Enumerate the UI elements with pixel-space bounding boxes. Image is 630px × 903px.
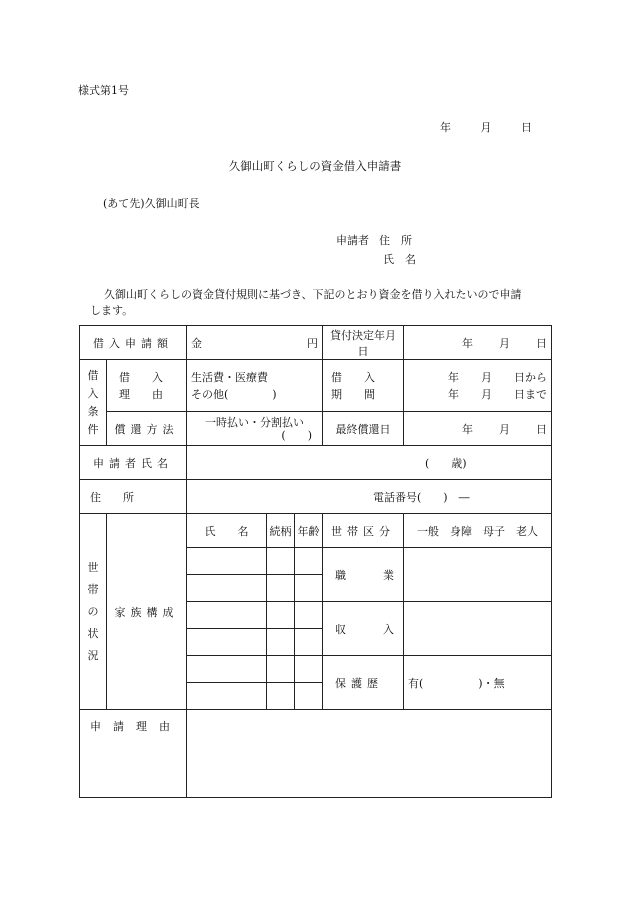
form-number: 様式第1号 bbox=[78, 84, 129, 97]
family-name-cell[interactable] bbox=[187, 656, 267, 683]
repay-method-options[interactable] bbox=[187, 412, 323, 446]
hh-char-5: 況 bbox=[87, 648, 99, 662]
repay-method-paren: ( ) bbox=[281, 428, 313, 442]
yen-label: 円 bbox=[307, 336, 319, 350]
ymd-month: 月 bbox=[499, 336, 511, 350]
cond-char-2: 入 bbox=[87, 386, 99, 400]
family-age-cell[interactable] bbox=[295, 548, 323, 575]
address-field[interactable] bbox=[187, 480, 552, 514]
family-relation-cell[interactable] bbox=[267, 548, 295, 575]
date-month: 月 bbox=[480, 121, 492, 134]
col-age: 年齢 bbox=[295, 514, 323, 548]
hh-char-4: 状 bbox=[87, 626, 99, 640]
submission-date bbox=[440, 119, 532, 135]
body-line-1: 久御山町くらしの資金貸付規則に基づき、下記のとおり資金を借り入れたいので申請 bbox=[104, 288, 522, 301]
cond-char-4: 件 bbox=[87, 422, 99, 436]
welfare-history-label: 保護歴 bbox=[323, 656, 404, 710]
family-name-cell[interactable] bbox=[187, 683, 267, 710]
applicant-name-field[interactable] bbox=[187, 446, 552, 480]
family-age-cell[interactable] bbox=[295, 575, 323, 602]
hh-char-2: 帯 bbox=[87, 582, 99, 596]
application-reason-field[interactable] bbox=[187, 710, 552, 798]
income-label: 収 入 bbox=[323, 602, 404, 656]
date-day: 日 bbox=[521, 121, 532, 134]
address-label-text: 住 所 bbox=[90, 490, 134, 504]
body-line-2: します。 bbox=[90, 304, 134, 317]
application-reason-label: 申請理由 bbox=[80, 710, 187, 798]
family-structure-label: 家族構成 bbox=[107, 514, 187, 710]
final-year: 年 bbox=[462, 422, 474, 436]
cond-char-3: 条 bbox=[87, 404, 99, 418]
body-text bbox=[90, 287, 560, 319]
application-reason-row bbox=[80, 710, 552, 798]
loan-reason-label-b: 理 由 bbox=[119, 387, 163, 401]
period-from: 年 月 日から bbox=[448, 370, 548, 384]
reason-option-living-medical: 生活費・医療費 bbox=[191, 370, 268, 384]
document-title: 久御山町くらしの資金借入申請書 bbox=[228, 159, 402, 173]
repay-method-label: 償還方法 bbox=[107, 412, 187, 446]
repayment-row bbox=[80, 412, 552, 446]
hh-char-3: の bbox=[87, 604, 99, 618]
family-name-cell[interactable] bbox=[187, 602, 267, 629]
applicant-name-row bbox=[80, 446, 552, 480]
final-repay-label: 最終償還日 bbox=[323, 412, 404, 446]
col-name: 氏 名 bbox=[187, 514, 267, 548]
loan-amount-row bbox=[80, 326, 552, 360]
household-header-row bbox=[80, 514, 552, 548]
col-relation: 続柄 bbox=[267, 514, 295, 548]
addressee: (あて先)久御山町長 bbox=[103, 197, 200, 210]
applicant-name-row-label: 申請者氏名 bbox=[80, 446, 187, 480]
loan-period-label-a: 借 入 bbox=[331, 370, 376, 384]
repay-method-option: 一時払い・分割払い bbox=[205, 415, 304, 429]
loan-reason-row bbox=[80, 360, 552, 412]
applicant-address-line bbox=[336, 232, 412, 248]
loan-period-label bbox=[323, 360, 404, 412]
family-relation-cell[interactable] bbox=[267, 656, 295, 683]
age-field: ( 歳) bbox=[425, 456, 467, 470]
kin-label: 金 bbox=[191, 336, 202, 350]
final-month: 月 bbox=[499, 422, 511, 436]
household-label bbox=[80, 514, 107, 710]
applicant-name-label: 氏 名 bbox=[383, 253, 416, 266]
loan-period-label-b: 期 間 bbox=[331, 387, 376, 401]
final-day: 日 bbox=[536, 422, 548, 436]
applicant-label: 申請者 bbox=[336, 234, 369, 247]
loan-reason-label-a: 借 入 bbox=[119, 370, 163, 384]
family-name-cell[interactable] bbox=[187, 548, 267, 575]
decision-date-label: 貸付決定年月日 bbox=[323, 326, 404, 360]
family-age-cell[interactable] bbox=[295, 629, 323, 656]
cond-char-1: 借 bbox=[87, 368, 99, 382]
income-field[interactable] bbox=[404, 602, 552, 656]
loan-period-field[interactable] bbox=[404, 360, 552, 412]
family-name-cell[interactable] bbox=[187, 575, 267, 602]
hh-char-1: 世 bbox=[87, 560, 99, 574]
loan-reason-options[interactable] bbox=[187, 360, 323, 412]
family-name-cell[interactable] bbox=[187, 629, 267, 656]
address-label bbox=[80, 480, 187, 514]
welfare-history-field[interactable]: 有( )・無 bbox=[404, 656, 552, 710]
occupation-label: 職 業 bbox=[323, 548, 404, 602]
family-age-cell[interactable] bbox=[295, 683, 323, 710]
decision-date-field[interactable] bbox=[404, 326, 552, 360]
applicant-address-label: 住 所 bbox=[379, 234, 412, 247]
loan-conditions-label bbox=[80, 360, 107, 446]
ymd-day: 日 bbox=[536, 336, 548, 350]
loan-amount-field[interactable] bbox=[187, 326, 323, 360]
family-relation-cell[interactable] bbox=[267, 629, 295, 656]
date-year: 年 bbox=[440, 121, 451, 134]
application-table bbox=[79, 325, 552, 798]
family-relation-cell[interactable] bbox=[267, 683, 295, 710]
occupation-field[interactable] bbox=[404, 548, 552, 602]
family-age-cell[interactable] bbox=[295, 656, 323, 683]
family-relation-cell[interactable] bbox=[267, 602, 295, 629]
period-to: 年 月 日まで bbox=[448, 387, 548, 401]
family-relation-cell[interactable] bbox=[267, 575, 295, 602]
ymd-year: 年 bbox=[462, 336, 474, 350]
col-category: 世帯区分 bbox=[323, 514, 404, 548]
phone-field: 電話番号( ) ― bbox=[373, 490, 470, 504]
loan-reason-label bbox=[107, 360, 187, 412]
address-row bbox=[80, 480, 552, 514]
category-options[interactable]: 一般 身障 母子 老人 bbox=[404, 514, 552, 548]
loan-amount-label: 借入申請額 bbox=[80, 326, 187, 360]
family-age-cell[interactable] bbox=[295, 602, 323, 629]
reason-option-other: その他( ) bbox=[191, 387, 277, 401]
final-repay-field[interactable] bbox=[404, 412, 552, 446]
